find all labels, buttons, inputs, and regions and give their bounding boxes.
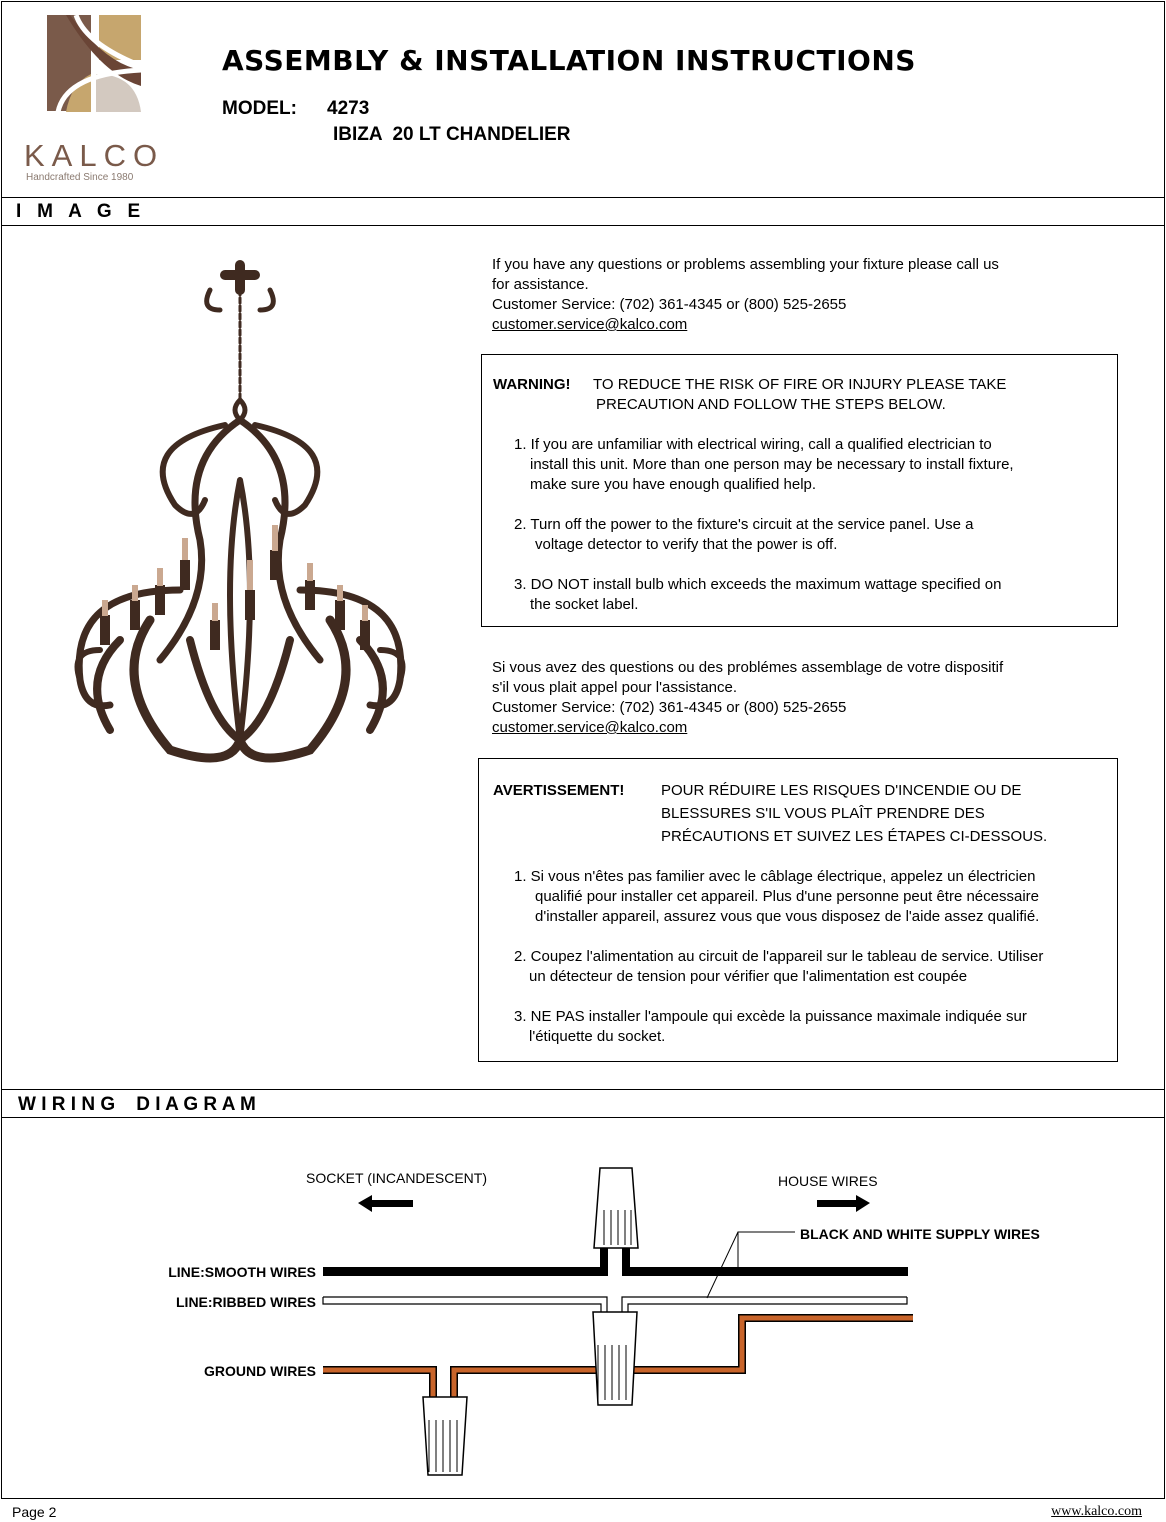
step-1: 1. If you are unfamiliar with electrical wiring, call a qualified electrician to [514,436,992,453]
page-number: Page 2 [12,1504,57,1520]
intro-text: s'il vous plait appel pour l'assistance. [492,679,738,696]
step-3: 3. DO NOT install bulb which exceeds the maximum wattage specified on [514,576,1002,593]
product-name: IBIZA 20 LT CHANDELIER [333,124,571,145]
customer-service-phone: Customer Service: (702) 361-4345 or (800) 525-2655 [492,296,847,313]
warning-text: PRECAUTION AND FOLLOW THE STEPS BELOW. [596,396,946,413]
customer-service-phone: Customer Service: (702) 361-4345 or (800) 525-2655 [492,699,847,716]
step-3: the socket label. [530,596,639,613]
step-1: d'installer appareil, assurez vous que vous disposez de l'aide assez qualifié. [535,908,1040,925]
step-1: make sure you have enough qualified help. [530,476,817,493]
page-title: ASSEMBLY & INSTALLATION INSTRUCTIONS [222,44,916,77]
ground-wires-label: GROUND WIRES [204,1363,316,1379]
intro-text: for assistance. [492,276,589,293]
section-wiring-heading: W I R I N G D I A G R A M [18,1094,256,1115]
intro-text: Si vous avez des questions ou des problémes assemblage de votre dispositif [492,659,1004,676]
step-2: voltage detector to verify that the power is off. [535,536,838,553]
step-2: 2. Coupez l'alimentation au circuit de l'appareil sur le tableau de service. Utiliser [514,948,1044,965]
wire-nut-top-icon [594,1168,638,1248]
step-2: 2. Turn off the power to the fixture's circuit at the service panel. Use a [514,516,974,533]
step-1: 1. Si vous n'êtes pas familier avec le câblage électrique, appelez un électricien [514,868,1036,885]
warning-text: BLESSURES S'IL VOUS PLAÎT PRENDRE DES [661,805,985,822]
warning-label: AVERTISSEMENT! [493,782,625,799]
ribbed-wires [323,1297,907,1312]
warning-text: POUR RÉDUIRE LES RISQUES D'INCENDIE OU DE [661,782,1022,799]
section-image-heading: I M A G E [16,201,141,222]
warning-text: PRÉCAUTIONS ET SUIVEZ LES ÉTAPES CI-DESSOUS. [661,828,1048,845]
supply-wires-label: BLACK AND WHITE SUPPLY WIRES [800,1226,1040,1242]
customer-service-email-link[interactable]: customer.service@kalco.com [492,316,688,333]
socket-label: SOCKET (INCANDESCENT) [306,1170,487,1186]
arrow-left-icon [358,1195,413,1212]
intro-text: If you have any questions or problems assembling your fixture please call us [492,256,999,273]
smooth-wires-label: LINE:SMOOTH WIRES [168,1264,316,1280]
wire-nut-middle-icon [593,1312,637,1405]
arrow-right-icon [817,1195,870,1212]
customer-service-email-link[interactable]: customer.service@kalco.com [492,719,688,736]
step-3: 3. NE PAS installer l'ampoule qui excède la puissance maximale indiquée sur [514,1008,1027,1025]
house-wires-label: HOUSE WIRES [778,1173,878,1189]
logo-tagline: Handcrafted Since 1980 [26,172,134,183]
step-3: l'étiquette du socket. [529,1028,666,1045]
model-label: MODEL: [222,98,297,119]
wire-nut-bottom-icon [423,1397,467,1475]
warning-text: TO REDUCE THE RISK OF FIRE OR INJURY PLEASE TAKE [593,376,1007,393]
step-1: install this unit. More than one person may be necessary to install fixture, [530,456,1014,473]
smooth-wires [323,1248,908,1276]
step-2: un détecteur de tension pour vérifier que l'alimentation est coupée [529,968,968,985]
logo-wordmark: KALCO [24,138,165,173]
step-1: qualifié pour installer cet appareil. Plus d'une personne peut être nécessaire [535,888,1040,905]
warning-label: WARNING! [493,376,571,393]
model-number: 4273 [327,98,370,119]
website-link[interactable]: www.kalco.com [1051,1504,1142,1519]
ribbed-wires-label: LINE:RIBBED WIRES [176,1294,316,1310]
